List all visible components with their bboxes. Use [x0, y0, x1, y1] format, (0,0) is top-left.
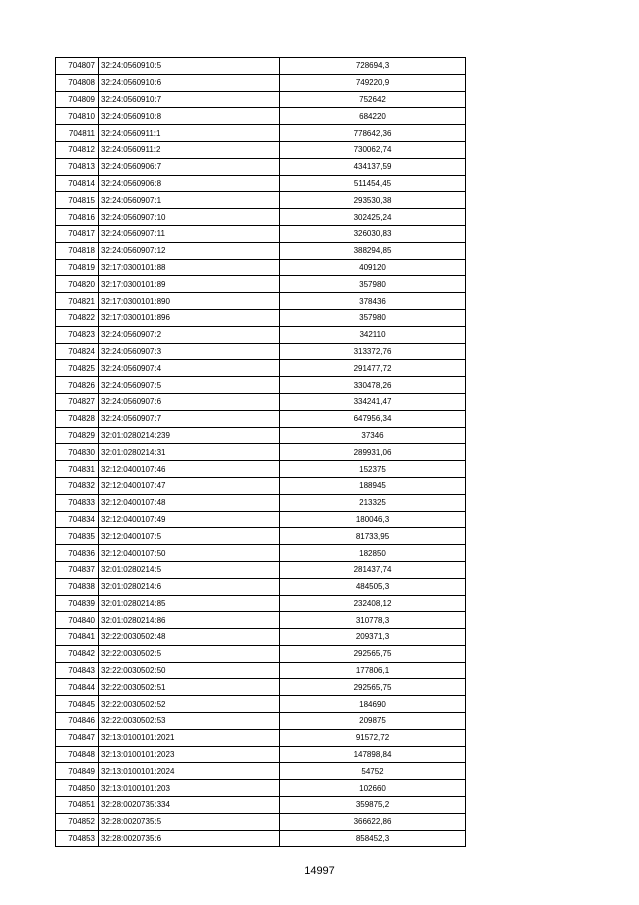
- table-row: [56, 74, 466, 91]
- table-row: [56, 578, 466, 595]
- value-cell: 209875: [280, 713, 466, 730]
- cadastral-number-cell: 32:22:0030502:5: [99, 645, 280, 662]
- table-row: [56, 729, 466, 746]
- row-id-cell: 704838: [56, 578, 99, 595]
- value-cell: 334241,47: [280, 393, 466, 410]
- row-id-cell: 704807: [56, 58, 99, 75]
- value-cell: 357980: [280, 276, 466, 293]
- row-id-cell: 704815: [56, 192, 99, 209]
- value-cell: 359875,2: [280, 797, 466, 814]
- value-cell: 366622,86: [280, 813, 466, 830]
- cadastral-number-cell: 32:13:0100101:2023: [99, 746, 280, 763]
- cadastral-number-cell: 32:01:0280214:5: [99, 561, 280, 578]
- cadastral-number-cell: 32:12:0400107:46: [99, 461, 280, 478]
- value-cell: 232408,12: [280, 595, 466, 612]
- cadastral-number-cell: 32:24:0560910:5: [99, 58, 280, 75]
- row-id-cell: 704816: [56, 209, 99, 226]
- table-row: [56, 276, 466, 293]
- row-id-cell: 704848: [56, 746, 99, 763]
- table-row: [56, 377, 466, 394]
- cadastral-number-cell: 32:12:0400107:5: [99, 528, 280, 545]
- value-cell: 292565,75: [280, 679, 466, 696]
- row-id-cell: 704842: [56, 645, 99, 662]
- table-row: [56, 679, 466, 696]
- cadastral-number-cell: 32:22:0030502:53: [99, 713, 280, 730]
- table-row: [56, 343, 466, 360]
- row-id-cell: 704831: [56, 461, 99, 478]
- cadastral-number-cell: 32:24:0560906:7: [99, 158, 280, 175]
- row-id-cell: 704821: [56, 293, 99, 310]
- table-row: [56, 477, 466, 494]
- cadastral-number-cell: 32:22:0030502:48: [99, 629, 280, 646]
- value-cell: 293530,38: [280, 192, 466, 209]
- table-row: [56, 108, 466, 125]
- table-row: [56, 158, 466, 175]
- value-cell: 730062,74: [280, 141, 466, 158]
- table-row: [56, 662, 466, 679]
- cadastral-number-cell: 32:01:0280214:31: [99, 444, 280, 461]
- table-row: [56, 813, 466, 830]
- value-cell: 330478,26: [280, 377, 466, 394]
- value-cell: 684220: [280, 108, 466, 125]
- cadastral-number-cell: 32:12:0400107:47: [99, 477, 280, 494]
- value-cell: 213325: [280, 494, 466, 511]
- cadastral-number-cell: 32:24:0560911:2: [99, 141, 280, 158]
- row-id-cell: 704826: [56, 377, 99, 394]
- row-id-cell: 704845: [56, 696, 99, 713]
- value-cell: 102660: [280, 780, 466, 797]
- value-cell: 182850: [280, 545, 466, 562]
- cadastral-number-cell: 32:24:0560907:11: [99, 225, 280, 242]
- page-number: 14997: [304, 865, 335, 877]
- table-row: [56, 259, 466, 276]
- value-cell: 291477,72: [280, 360, 466, 377]
- value-cell: 209371,3: [280, 629, 466, 646]
- cadastral-number-cell: 32:24:0560907:1: [99, 192, 280, 209]
- cadastral-number-cell: 32:28:0020735:6: [99, 830, 280, 847]
- table-row: [56, 696, 466, 713]
- cadastral-number-cell: 32:01:0280214:85: [99, 595, 280, 612]
- value-cell: 292565,75: [280, 645, 466, 662]
- row-id-cell: 704828: [56, 410, 99, 427]
- cadastral-number-cell: 32:22:0030502:51: [99, 679, 280, 696]
- table-row: [56, 91, 466, 108]
- table-row: [56, 763, 466, 780]
- value-cell: 511454,45: [280, 175, 466, 192]
- cadastral-number-cell: 32:24:0560907:3: [99, 343, 280, 360]
- cadastral-number-cell: 32:17:0300101:896: [99, 309, 280, 326]
- table-row: [56, 125, 466, 142]
- cadastral-number-cell: 32:24:0560907:4: [99, 360, 280, 377]
- row-id-cell: 704853: [56, 830, 99, 847]
- row-id-cell: 704844: [56, 679, 99, 696]
- value-cell: 388294,85: [280, 242, 466, 259]
- row-id-cell: 704835: [56, 528, 99, 545]
- value-cell: 647956,34: [280, 410, 466, 427]
- cadastral-number-cell: 32:13:0100101:2021: [99, 729, 280, 746]
- row-id-cell: 704827: [56, 393, 99, 410]
- row-id-cell: 704830: [56, 444, 99, 461]
- row-id-cell: 704812: [56, 141, 99, 158]
- value-cell: 147898,84: [280, 746, 466, 763]
- table-body: [56, 58, 466, 847]
- cadastral-number-cell: 32:24:0560911:1: [99, 125, 280, 142]
- row-id-cell: 704810: [56, 108, 99, 125]
- value-cell: 37346: [280, 427, 466, 444]
- row-id-cell: 704836: [56, 545, 99, 562]
- row-id-cell: 704832: [56, 477, 99, 494]
- cadastral-number-cell: 32:12:0400107:49: [99, 511, 280, 528]
- value-cell: 177806,1: [280, 662, 466, 679]
- cadastral-number-cell: 32:24:0560910:6: [99, 74, 280, 91]
- cadastral-number-cell: 32:24:0560910:8: [99, 108, 280, 125]
- table-row: [56, 461, 466, 478]
- table-row: [56, 528, 466, 545]
- row-id-cell: 704818: [56, 242, 99, 259]
- cadastral-number-cell: 32:17:0300101:890: [99, 293, 280, 310]
- table-row: [56, 141, 466, 158]
- table-row: [56, 58, 466, 75]
- row-id-cell: 704841: [56, 629, 99, 646]
- value-cell: 281437,74: [280, 561, 466, 578]
- table-row: [56, 444, 466, 461]
- value-cell: 728694,3: [280, 58, 466, 75]
- cadastral-number-cell: 32:17:0300101:88: [99, 259, 280, 276]
- table-row: [56, 713, 466, 730]
- cadastral-number-cell: 32:12:0400107:48: [99, 494, 280, 511]
- table-row: [56, 192, 466, 209]
- table-row: [56, 410, 466, 427]
- table-row: [56, 242, 466, 259]
- cadastral-number-cell: 32:28:0020735:334: [99, 797, 280, 814]
- cadastral-number-cell: 32:24:0560907:12: [99, 242, 280, 259]
- row-id-cell: 704820: [56, 276, 99, 293]
- table-row: [56, 360, 466, 377]
- table-row: [56, 427, 466, 444]
- cadastral-number-cell: 32:24:0560907:7: [99, 410, 280, 427]
- cadastral-number-cell: 32:24:0560910:7: [99, 91, 280, 108]
- row-id-cell: 704814: [56, 175, 99, 192]
- value-cell: 54752: [280, 763, 466, 780]
- value-cell: 357980: [280, 309, 466, 326]
- table-row: [56, 175, 466, 192]
- table-row: [56, 797, 466, 814]
- table-row: [56, 225, 466, 242]
- row-id-cell: 704824: [56, 343, 99, 360]
- row-id-cell: 704817: [56, 225, 99, 242]
- row-id-cell: 704811: [56, 125, 99, 142]
- value-cell: 180046,3: [280, 511, 466, 528]
- value-cell: 409120: [280, 259, 466, 276]
- value-cell: 749220,9: [280, 74, 466, 91]
- row-id-cell: 704849: [56, 763, 99, 780]
- cadastral-number-cell: 32:24:0560907:5: [99, 377, 280, 394]
- cadastral-number-cell: 32:28:0020735:5: [99, 813, 280, 830]
- value-cell: 184690: [280, 696, 466, 713]
- cadastral-number-cell: 32:13:0100101:2024: [99, 763, 280, 780]
- value-cell: 342110: [280, 326, 466, 343]
- row-id-cell: 704847: [56, 729, 99, 746]
- table-row: [56, 595, 466, 612]
- row-id-cell: 704839: [56, 595, 99, 612]
- cadastral-number-cell: 32:24:0560906:8: [99, 175, 280, 192]
- row-id-cell: 704852: [56, 813, 99, 830]
- value-cell: 81733,95: [280, 528, 466, 545]
- value-cell: 858452,3: [280, 830, 466, 847]
- cadastral-number-cell: 32:01:0280214:86: [99, 612, 280, 629]
- table-row: [56, 209, 466, 226]
- cadastral-number-cell: 32:01:0280214:239: [99, 427, 280, 444]
- value-cell: 289931,06: [280, 444, 466, 461]
- row-id-cell: 704829: [56, 427, 99, 444]
- value-cell: 378436: [280, 293, 466, 310]
- table-row: [56, 511, 466, 528]
- table-row: [56, 545, 466, 562]
- row-id-cell: 704837: [56, 561, 99, 578]
- value-cell: 752642: [280, 91, 466, 108]
- cadastral-value-table: [55, 57, 466, 847]
- value-cell: 484505,3: [280, 578, 466, 595]
- table-row: [56, 645, 466, 662]
- row-id-cell: 704850: [56, 780, 99, 797]
- value-cell: 326030,83: [280, 225, 466, 242]
- cadastral-number-cell: 32:24:0560907:2: [99, 326, 280, 343]
- row-id-cell: 704833: [56, 494, 99, 511]
- value-cell: 434137,59: [280, 158, 466, 175]
- value-cell: 313372,76: [280, 343, 466, 360]
- table-row: [56, 612, 466, 629]
- cadastral-number-cell: 32:24:0560907:6: [99, 393, 280, 410]
- row-id-cell: 704823: [56, 326, 99, 343]
- cadastral-number-cell: 32:12:0400107:50: [99, 545, 280, 562]
- table-row: [56, 746, 466, 763]
- row-id-cell: 704840: [56, 612, 99, 629]
- row-id-cell: 704825: [56, 360, 99, 377]
- row-id-cell: 704809: [56, 91, 99, 108]
- table-row: [56, 309, 466, 326]
- cadastral-number-cell: 32:01:0280214:6: [99, 578, 280, 595]
- table-row: [56, 629, 466, 646]
- table-row: [56, 326, 466, 343]
- row-id-cell: 704846: [56, 713, 99, 730]
- row-id-cell: 704843: [56, 662, 99, 679]
- value-cell: 302425,24: [280, 209, 466, 226]
- row-id-cell: 704819: [56, 259, 99, 276]
- value-cell: 91572,72: [280, 729, 466, 746]
- table-row: [56, 393, 466, 410]
- table-row: [56, 561, 466, 578]
- cadastral-number-cell: 32:24:0560907:10: [99, 209, 280, 226]
- value-cell: 188945: [280, 477, 466, 494]
- table-row: [56, 780, 466, 797]
- cadastral-number-cell: 32:22:0030502:52: [99, 696, 280, 713]
- table-row: [56, 293, 466, 310]
- row-id-cell: 704851: [56, 797, 99, 814]
- row-id-cell: 704822: [56, 309, 99, 326]
- row-id-cell: 704813: [56, 158, 99, 175]
- cadastral-number-cell: 32:22:0030502:50: [99, 662, 280, 679]
- table-row: [56, 494, 466, 511]
- table-row: [56, 830, 466, 847]
- cadastral-number-cell: 32:13:0100101:203: [99, 780, 280, 797]
- row-id-cell: 704808: [56, 74, 99, 91]
- value-cell: 778642,36: [280, 125, 466, 142]
- cadastral-number-cell: 32:17:0300101:89: [99, 276, 280, 293]
- value-cell: 152375: [280, 461, 466, 478]
- value-cell: 310778,3: [280, 612, 466, 629]
- row-id-cell: 704834: [56, 511, 99, 528]
